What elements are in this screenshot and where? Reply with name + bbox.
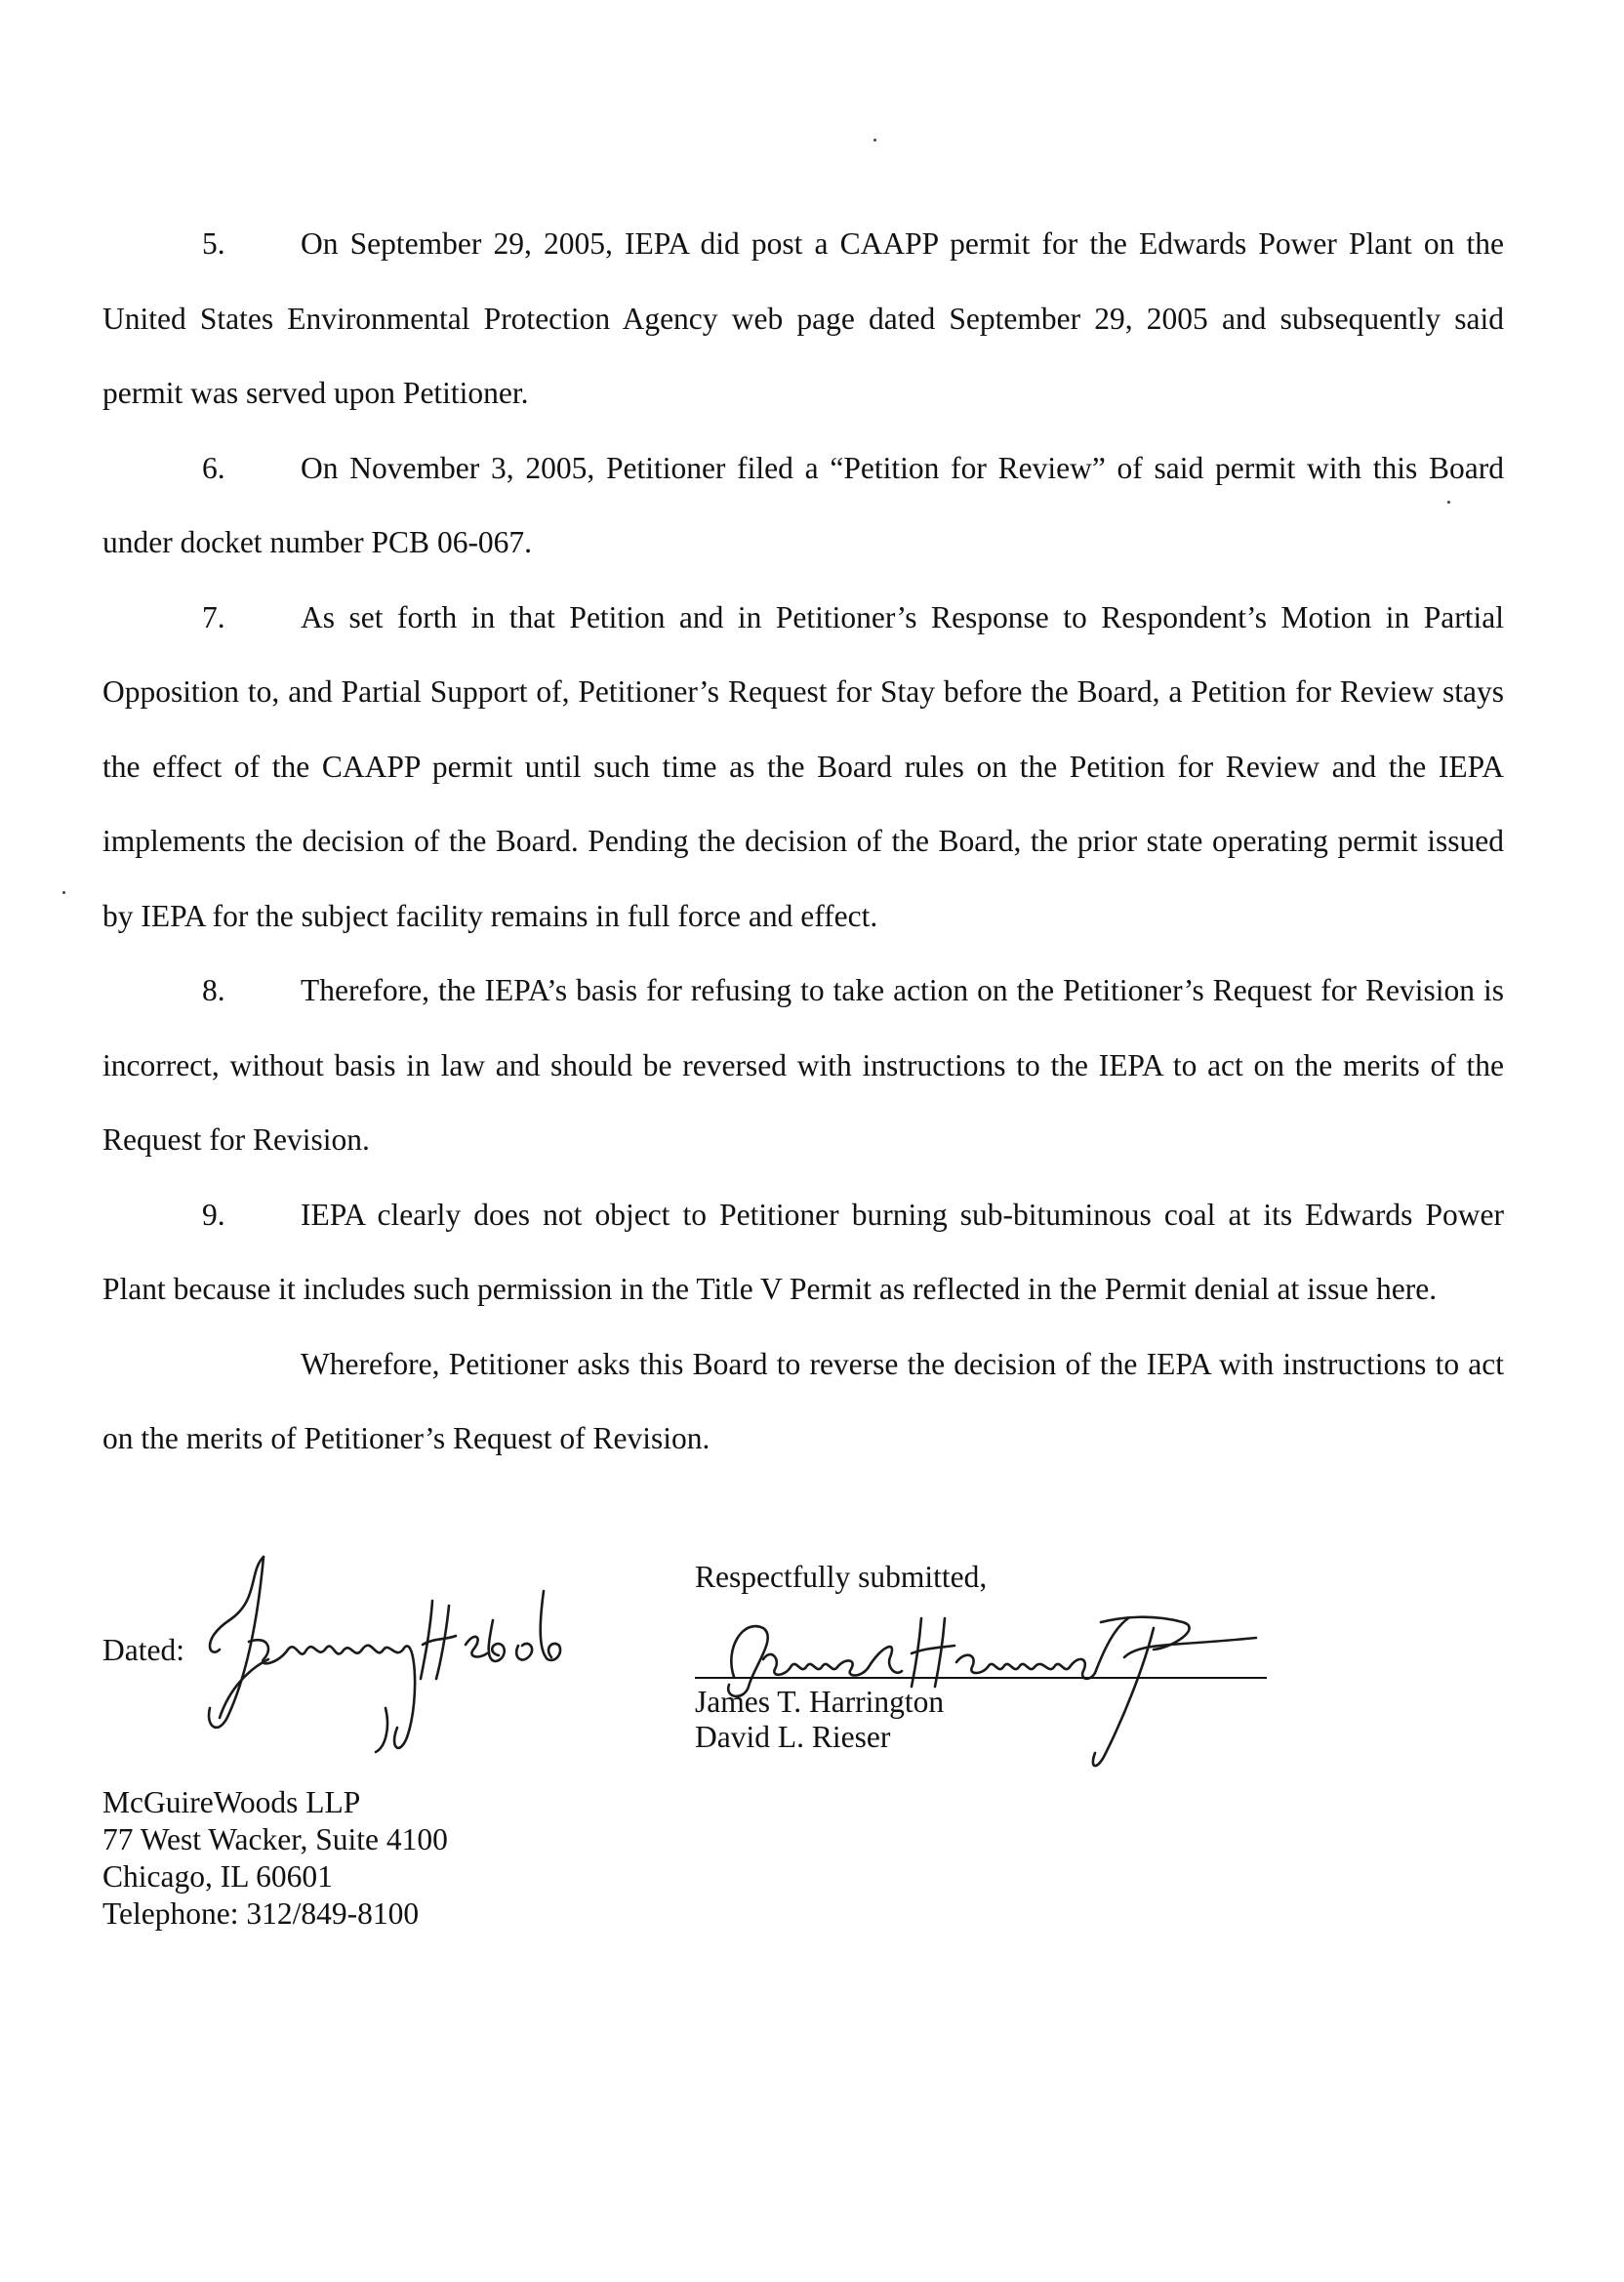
scan-speck (62, 891, 65, 894)
paragraph-text: On November 3, 2005, Petitioner filed a “Petition for Review” of said permit with this Board under docket number PCB 06-067. (102, 450, 1504, 559)
dated-row (102, 1610, 649, 1679)
firm-city: Chicago, IL 60601 (102, 1859, 333, 1894)
dated-handwritten-signature (190, 1552, 620, 1757)
firm-street: 77 West Wacker, Suite 4100 (102, 1822, 448, 1856)
paragraph-5 (102, 207, 1504, 431)
firm-telephone: Telephone: 312/849-8100 (102, 1896, 420, 1931)
signer-name: David L. Rieser (695, 1720, 891, 1754)
paragraph-text: On September 29, 2005, IEPA did post a CAAPP permit for the Edwards Power Plant on the United States Environmental Protection Agency web page dated September 29, 2005 and subsequently said permit was served upon Petitioner. (102, 226, 1504, 410)
paragraph-number: 6. (202, 450, 225, 485)
paragraph-number: 8. (202, 973, 225, 1007)
paragraph-text: Therefore, the IEPA’s basis for refusing to take action on the Petitioner’s Request for Revision is incorrect, without basis in law and should be reversed with instructions to the IEPA to act on the merits of the Request for Revision. (102, 973, 1504, 1157)
body-text (102, 207, 1504, 1477)
paragraph-text: As set forth in that Petition and in Petitioner’s Response to Respondent’s Motion in Partial Opposition to, and Partial Support of, Petitioner’s Request for Stay before the Board, a Petition for Review stays the effect of the CAAPP permit until such time as the Board rules on the Petition for Review and the IEPA implements the decision of the Board. Pending the decision of the Board, the prior state operating permit issued by IEPA for the subject facility remains in full force and effect. (102, 599, 1504, 933)
signature-block (695, 1560, 1280, 1754)
paragraph-number: 7. (202, 599, 225, 634)
paragraph-number: 9. (202, 1197, 225, 1232)
paragraph-number: 5. (202, 226, 225, 261)
firm-name: McGuireWoods LLP (102, 1785, 361, 1819)
dated-block (102, 1610, 649, 1933)
respectfully-submitted: Respectfully submitted, (695, 1560, 988, 1594)
signer-names (695, 1685, 944, 1755)
signature-line (695, 1677, 1267, 1679)
paragraph-7 (102, 581, 1504, 955)
scan-speck (873, 139, 876, 142)
closing-paragraph: Wherefore, Petitioner asks this Board to reverse the decision of the IEPA with instructions to act on the merits of Petitioner’s Request of Revision. (102, 1346, 1504, 1455)
paragraph-8 (102, 954, 1504, 1178)
dated-label: Dated: (102, 1633, 184, 1667)
paragraph-text: IEPA clearly does not object to Petitioner burning sub-bituminous coal at its Edwards Power Plant because it includes such permission in the Title V Permit as reflected in the Permit denial at issue here. (102, 1197, 1504, 1306)
signer-name: James T. Harrington (695, 1685, 945, 1719)
paragraph-6 (102, 431, 1504, 581)
firm-address (102, 1784, 649, 1933)
paragraph-9 (102, 1178, 1504, 1327)
